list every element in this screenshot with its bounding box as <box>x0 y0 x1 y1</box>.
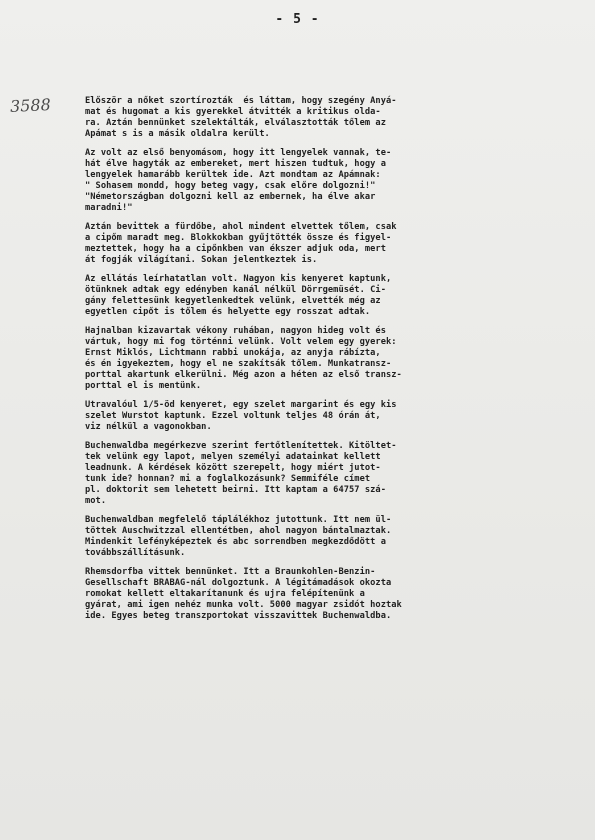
text-line: viz nélkül a vagonokban. <box>85 422 212 432</box>
text-line: továbbszállításunk. <box>85 548 186 558</box>
handwritten-margin-note: 3588 <box>9 94 52 117</box>
text-line: ötünknek adtak egy edényben kanál nélkül Dörrgemüsét. Ci- <box>85 285 386 295</box>
body-paragraph <box>85 441 545 507</box>
page-number: - 5 - <box>275 12 320 27</box>
text-line: tunk ide? honnan? mi a foglalkozásunk? Semmiféle címet <box>85 474 371 484</box>
text-line: mot. <box>85 496 107 506</box>
body-paragraph <box>85 274 545 318</box>
text-line: Először a nőket szortírozták és láttam, hogy szegény Anyá- <box>85 96 397 106</box>
document-body <box>85 96 545 630</box>
text-line: hát élve hagyták az embereket, mert hiszen tudtuk, hogy a <box>85 159 386 169</box>
text-line: át fogják világítani. Sokan jelentkeztek is. <box>85 255 318 265</box>
text-line: Aztán bevittek a fürdőbe, ahol mindent elvettek tőlem, csak <box>85 222 397 232</box>
text-line: gány felettesünk kegyetlenkedtek velünk, elvették még az <box>85 296 381 306</box>
text-line: tek velünk egy lapot, melyen személyi adatainkat kellett <box>85 452 381 462</box>
text-line: Buchenwaldban megfelelő táplálékhoz jutottunk. Itt nem ül- <box>85 515 392 525</box>
text-line: Az volt az első benyomásom, hogy itt lengyelek vannak, te- <box>85 148 392 158</box>
text-line: pl. doktorit sem lehetett beirni. Itt kaptam a 64757 szá- <box>85 485 386 495</box>
text-line: vártuk, hogy mi fog történni velünk. Volt velem egy gyerek: <box>85 337 397 347</box>
text-line: Ernst Miklós, Lichtmann rabbi unokája, az anyja rábízta, <box>85 348 381 358</box>
text-line: "Németországban dolgozni kell az embernek, ha élve akar <box>85 192 376 202</box>
text-line: Buchenwaldba megérkezve szerint fertőtlenítettek. Kitöltet- <box>85 441 397 451</box>
text-line: a cipőm maradt meg. Blokkokban gyűjtötték össze és figyel- <box>85 233 392 243</box>
text-line: és én igyekeztem, hogy el ne szakítsák tőlem. Munkatransz- <box>85 359 392 369</box>
text-line: romokat kellett eltakarítanunk és ujra felépítenünk a <box>85 589 365 599</box>
text-line: Az ellátás leírhatatlan volt. Nagyon kis kenyeret kaptunk, <box>85 274 392 284</box>
text-line: gyárat, ami igen nehéz munka volt. 5000 magyar zsidót hoztak <box>85 600 402 610</box>
text-line: mat és hugomat a kis gyerekkel átvitték a kritikus olda- <box>85 107 381 117</box>
text-line: Apámat s is a másik oldalra került. <box>85 129 270 139</box>
text-line: egyetlen cipőt is tőlem és helyette egy rosszat adtak. <box>85 307 371 317</box>
text-line: lengyelek hamarább kerültek ide. Azt mondtam az Apámnak: <box>85 170 381 180</box>
text-line: Gesellschaft BRABAG-nál dolgoztunk. A légitámadások okozta <box>85 578 392 588</box>
text-line: Rhemsdorfba vittek bennünket. Itt a Braunkohlen-Benzin- <box>85 567 376 577</box>
text-line: szelet Wurstot kaptunk. Ezzel voltunk teljes 48 órán át, <box>85 411 381 421</box>
body-paragraph <box>85 326 545 392</box>
text-line: Mindenkit lefényképeztek és abc sorrendben megkezdődött a <box>85 537 386 547</box>
text-line: Utravalóul 1/5-öd kenyeret, egy szelet margarint és egy kis <box>85 400 397 410</box>
text-line: töttek Auschwitzzal ellentétben, ahol nagyon bántalmaztak. <box>85 526 392 536</box>
body-paragraph <box>85 515 545 559</box>
text-line: Hajnalban kizavartak vékony ruhában, nagyon hideg volt és <box>85 326 386 336</box>
body-paragraph <box>85 222 545 266</box>
text-line: maradni!" <box>85 203 133 213</box>
body-paragraph <box>85 148 545 214</box>
text-line: porttal akartunk elkerülni. Még azon a héten az első transz- <box>85 370 402 380</box>
text-line: ide. Egyes beteg transzportokat visszavittek Buchenwaldba. <box>85 611 392 621</box>
text-line: " Sohasem mondd, hogy beteg vagy, csak előre dolgozni!" <box>85 181 376 191</box>
body-paragraph <box>85 400 545 433</box>
body-paragraph <box>85 96 545 140</box>
text-line: meztettek, hogy ha a cipőnkben van ékszer adjuk oda, mert <box>85 244 386 254</box>
text-line: porttal el is mentünk. <box>85 381 202 391</box>
body-paragraph <box>85 567 545 622</box>
text-line: ra. Aztán bennünket szelektálták, elválasztották tőlem az <box>85 118 386 128</box>
text-line: leadnunk. A kérdések között szerepelt, hogy miért jutot- <box>85 463 381 473</box>
